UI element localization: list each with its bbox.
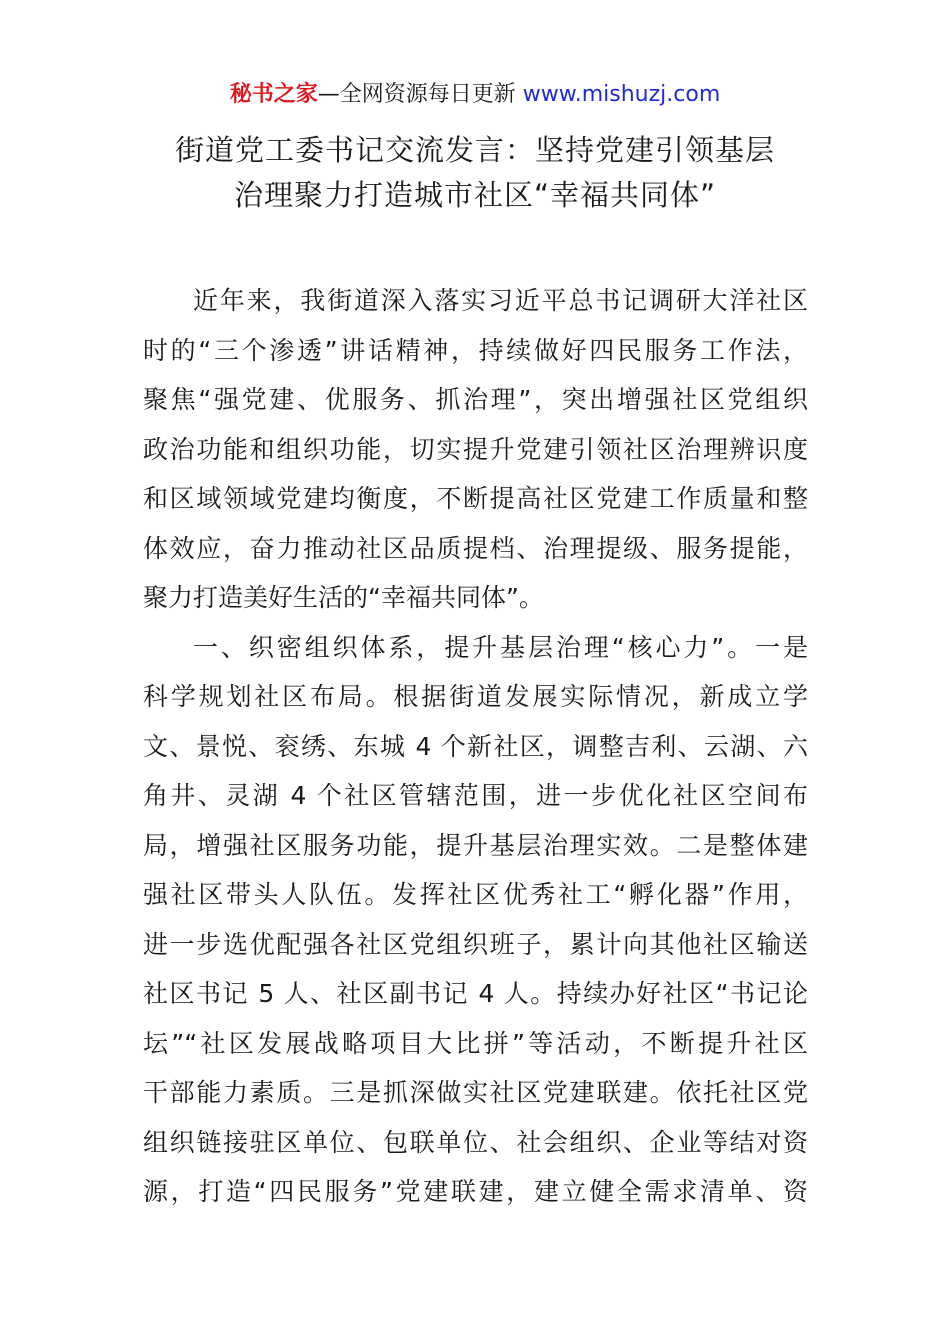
body-line: 干部能力素质。三是抓深做实社区党建联建。依托社区党 [143,1078,808,1107]
body-line: 近年来，我街道深入落实习近平总书记调研大洋社区 [193,286,808,315]
body-line: 坛”“社区发展战略项目大比拼”等活动，不断提升社区 [143,1028,808,1058]
body-line: 局，增强社区服务功能，提升基层治理实效。二是整体建 [143,830,808,860]
body-line: 文、景悦、衮绣、东城 4 个新社区，调整吉利、云湖、六 [143,731,808,761]
body-line: 时的“三个渗透”讲话精神，持续做好四民服务工作法， [143,335,808,365]
body-line: 社区书记 5 人、社区副书记 4 人。持续办好社区“书记论 [143,979,808,1008]
document-title [100,128,850,218]
header-tagline: —全网资源每日更新 [317,82,523,107]
body-line: 强社区带头人队伍。发挥社区优秀社工“孵化器”作用， [143,880,808,909]
body-line: 组织链接驻区单位、包联单位、社会组织、企业等结对资 [143,1127,808,1157]
site-header [0,80,950,110]
body-line: 科学规划社区布局。根据街道发展实际情况，新成立学 [143,682,808,711]
title-line-2: 治理聚力打造城市社区“幸福共同体” [233,178,717,212]
body-line: 角井、灵湖 4 个社区管辖范围，进一步优化社区空间布 [143,781,808,810]
body-line: 聚力打造美好生活的“幸福共同体”。 [143,583,544,612]
body-line: 一、织密组织体系，提升基层治理“核心力”。一是 [193,632,808,662]
brand-name: 秘书之家 [229,82,318,107]
body-line: 政治功能和组织功能，切实提升党建引领社区治理辨识度 [143,434,808,464]
body-line: 源，打造“四民服务”党建联建，建立健全需求清单、资 [143,1177,808,1206]
body-line: 进一步选优配强各社区党组织班子，累计向其他社区输送 [143,929,808,959]
site-url[interactable]: www.mishuzj.com [522,82,721,107]
body-line: 聚焦“强党建、优服务、抓治理”，突出增强社区党组织 [143,385,808,414]
document-body [143,276,808,1217]
title-line-1: 街道党工委书记交流发言：坚持党建引领基层 [174,133,775,167]
body-line: 体效应，奋力推动社区品质提档、治理提级、服务提能， [143,533,808,563]
body-line: 和区域领域党建均衡度，不断提高社区党建工作质量和整 [143,484,808,513]
